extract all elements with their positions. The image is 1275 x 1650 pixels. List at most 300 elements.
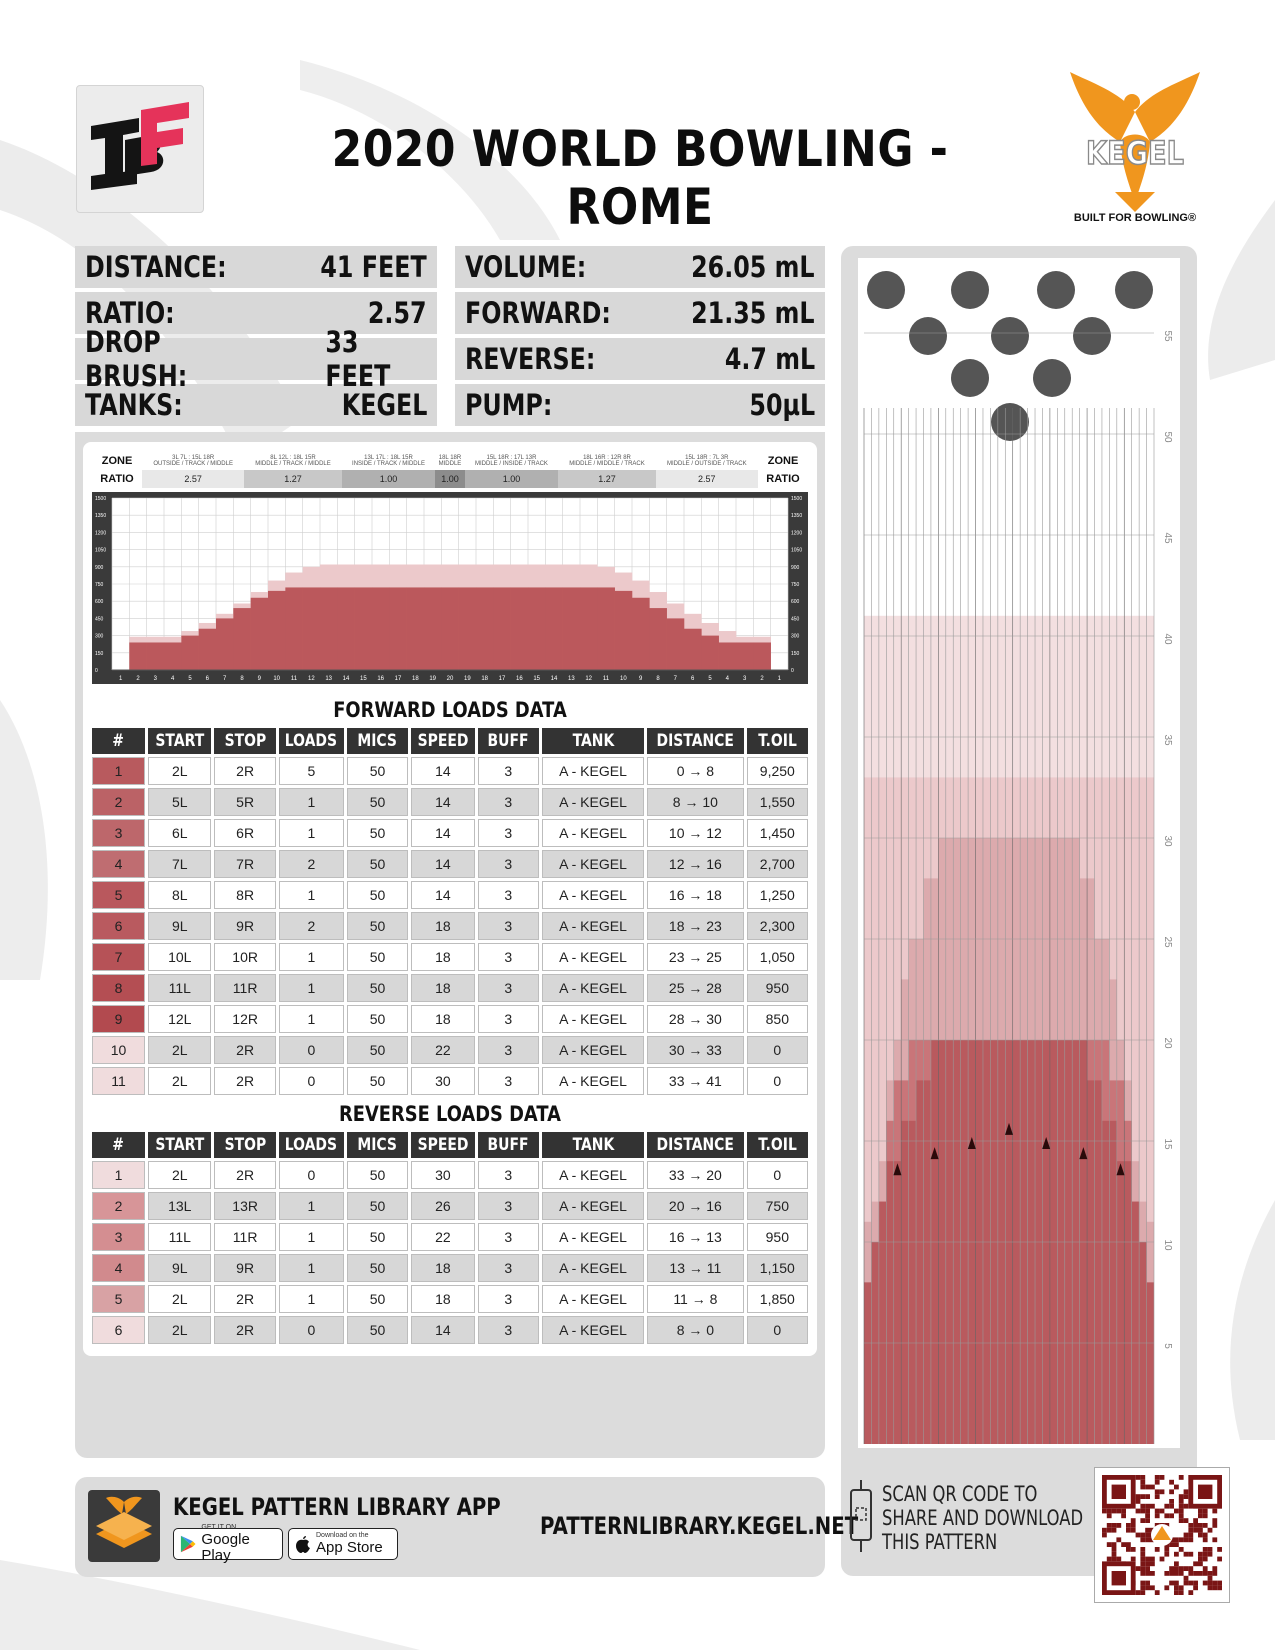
table-cell: 2,700: [747, 850, 808, 878]
qr-module: [1140, 1566, 1145, 1571]
table-cell: 16 → 13: [647, 1223, 744, 1251]
column-header: DISTANCE: [647, 1132, 744, 1158]
y-tick-label-right: 600: [791, 599, 800, 606]
table-cell: 50: [347, 819, 408, 847]
table-cell: A - KEGEL: [542, 943, 644, 971]
table-cell: 2R: [214, 757, 275, 785]
table-cell: 50: [347, 1161, 408, 1189]
qr-module: [1174, 1537, 1179, 1542]
qr-module: [1145, 1513, 1150, 1518]
oil-bar: [615, 591, 633, 670]
foot-label: 55: [1162, 330, 1173, 342]
qr-module: [1136, 1566, 1141, 1571]
qr-module: [1193, 1585, 1198, 1590]
column-header: MICS: [347, 728, 408, 754]
qr-module: [1164, 1571, 1169, 1576]
zone-ratio: 1.27: [558, 470, 655, 488]
table-row: [92, 819, 808, 847]
qr-code[interactable]: [1094, 1467, 1230, 1603]
qr-module: [1188, 1523, 1193, 1528]
qr-module: [1155, 1480, 1160, 1485]
qr-module: [1212, 1571, 1217, 1576]
table-cell: 50: [347, 912, 408, 940]
qr-module: [1174, 1566, 1179, 1571]
qr-module: [1155, 1494, 1160, 1499]
qr-module: [1203, 1571, 1208, 1576]
app-store-button[interactable]: [288, 1528, 398, 1560]
row-number: 1: [92, 757, 145, 785]
qr-module: [1140, 1475, 1145, 1480]
qr-module: [1174, 1581, 1179, 1586]
qr-module: [1145, 1561, 1150, 1566]
table-cell: 1: [279, 974, 344, 1002]
table-cell: 11R: [214, 974, 275, 1002]
table-cell: A - KEGEL: [542, 1254, 644, 1282]
qr-module: [1112, 1509, 1117, 1514]
table-cell: 9R: [214, 1254, 275, 1282]
table-row: [92, 1192, 808, 1220]
x-tick-label: 11: [290, 676, 298, 682]
qr-module: [1121, 1542, 1126, 1547]
oil-bar: [528, 587, 546, 670]
qr-module: [1203, 1523, 1208, 1528]
table-cell: 14: [411, 819, 474, 847]
table-row: [92, 788, 808, 816]
qr-module: [1184, 1518, 1189, 1523]
oil-bar: [355, 587, 373, 670]
table-row: [92, 1036, 808, 1064]
spec-ratio: RATIO: 2.57: [75, 292, 437, 334]
qr-module: [1208, 1581, 1213, 1586]
oil-bar: [268, 591, 286, 670]
table-cell: 1: [279, 1254, 344, 1282]
table-cell: 18: [411, 1254, 474, 1282]
pin-icon: [1115, 271, 1153, 309]
qr-module: [1188, 1533, 1193, 1538]
column-header: STOP: [214, 728, 275, 754]
x-tick-label: 2: [760, 676, 764, 682]
qr-module: [1140, 1504, 1145, 1509]
table-cell: A - KEGEL: [542, 788, 644, 816]
qr-module: [1145, 1518, 1150, 1523]
oil-bar: [632, 598, 650, 670]
y-tick-label-left: 450: [95, 616, 104, 623]
qr-module: [1150, 1504, 1155, 1509]
qr-module: [1136, 1509, 1141, 1514]
qr-module: [1136, 1475, 1141, 1480]
y-tick-label-left: 900: [95, 564, 104, 571]
qr-module: [1126, 1542, 1131, 1547]
table-cell: 6L: [148, 819, 211, 847]
table-row: [92, 757, 808, 785]
qr-module: [1140, 1509, 1145, 1514]
qr-module: [1179, 1537, 1184, 1542]
row-number: 8: [92, 974, 145, 1002]
x-tick-label: 7: [673, 676, 678, 682]
qr-module: [1112, 1552, 1117, 1557]
qr-module: [1112, 1528, 1117, 1533]
column-header: BUFF: [478, 1132, 539, 1158]
table-cell: 0: [747, 1067, 808, 1095]
qr-module: [1155, 1590, 1160, 1595]
qr-module: [1116, 1523, 1121, 1528]
pin-icon: [1073, 317, 1111, 355]
table-row: [92, 912, 808, 940]
qr-module: [1179, 1566, 1184, 1571]
qr-module: [1150, 1557, 1155, 1562]
y-tick-label-left: 750: [95, 582, 104, 588]
qr-module: [1164, 1552, 1169, 1557]
qr-module: [1145, 1485, 1150, 1490]
table-cell: 7R: [214, 850, 275, 878]
oil-bar: [199, 629, 217, 670]
x-tick-label: 3: [742, 676, 747, 682]
table-cell: 11L: [148, 1223, 211, 1251]
qr-module: [1198, 1533, 1203, 1538]
qr-module: [1212, 1523, 1217, 1528]
row-number: 2: [92, 788, 145, 816]
table-cell: 18: [411, 974, 474, 1002]
specs-left: [75, 246, 437, 426]
kegel-tagline: BUILT FOR BOWLING®: [1073, 212, 1197, 224]
oil-bar: [736, 642, 754, 670]
table-cell: 2: [279, 850, 344, 878]
oil-bar: [129, 642, 147, 670]
table-cell: A - KEGEL: [542, 1036, 644, 1064]
y-tick-label-right: 150: [791, 650, 800, 657]
zone-ratio: 2.57: [656, 470, 758, 488]
column-header: DISTANCE: [647, 728, 744, 754]
qr-module: [1107, 1528, 1112, 1533]
spec-tanks: TANKS: KEGEL: [75, 384, 437, 426]
forward-loads-table: [89, 725, 811, 1098]
qr-module: [1203, 1509, 1208, 1514]
qr-module: [1208, 1585, 1213, 1590]
x-tick-label: 16: [377, 676, 385, 682]
qr-module: [1188, 1566, 1193, 1571]
zone-ratio: 1.00: [465, 470, 559, 488]
qr-module: [1145, 1585, 1150, 1590]
pin-icon: [1033, 359, 1071, 397]
row-number: 6: [92, 912, 145, 940]
qr-module: [1174, 1509, 1179, 1514]
qr-module: [1198, 1513, 1203, 1518]
qr-module: [1150, 1561, 1155, 1566]
table-cell: 14: [411, 788, 474, 816]
x-tick-label: 6: [205, 676, 210, 682]
qr-module: [1169, 1504, 1174, 1509]
row-number: 6: [92, 1316, 145, 1344]
qr-module: [1174, 1561, 1179, 1566]
qr-module: [1184, 1576, 1189, 1581]
table-row: [92, 1254, 808, 1282]
qr-module: [1140, 1571, 1145, 1576]
qr-module: [1174, 1585, 1179, 1590]
qr-module: [1179, 1590, 1184, 1595]
table-cell: 950: [747, 974, 808, 1002]
table-cell: 1,050: [747, 943, 808, 971]
table-cell: 2R: [214, 1316, 275, 1344]
x-tick-label: 10: [619, 676, 627, 682]
qr-module: [1184, 1494, 1189, 1499]
table-cell: 18: [411, 1005, 474, 1033]
foot-label: 5: [1162, 1343, 1173, 1349]
table-cell: 30: [411, 1161, 474, 1189]
oil-bar: [441, 587, 459, 670]
table-cell: 3: [478, 881, 539, 909]
oil-bar: [649, 608, 667, 670]
y-tick-label-right: 0: [791, 668, 794, 674]
table-cell: 50: [347, 943, 408, 971]
x-tick-label: 8: [240, 676, 244, 682]
qr-module: [1107, 1509, 1112, 1514]
qr-module: [1102, 1533, 1107, 1538]
table-row: [92, 1285, 808, 1313]
ratio-label-left: RATIO: [100, 473, 134, 485]
qr-module: [1179, 1475, 1184, 1480]
foot-label: 40: [1162, 633, 1173, 645]
qr-module: [1203, 1533, 1208, 1538]
table-cell: 2,300: [747, 912, 808, 940]
table-cell: 0: [279, 1036, 344, 1064]
qr-module: [1179, 1547, 1184, 1552]
oil-bar: [667, 618, 685, 670]
table-cell: 18: [411, 912, 474, 940]
zone-range: 8L 12L : 18L 15R MIDDLE / TRACK / MIDDLE: [255, 455, 331, 467]
qr-module: [1193, 1561, 1198, 1566]
table-cell: 1: [279, 1285, 344, 1313]
qr-module: [1164, 1504, 1169, 1509]
table-cell: 2R: [214, 1285, 275, 1313]
qr-module: [1174, 1552, 1179, 1557]
qr-module: [1193, 1518, 1198, 1523]
column-header: TANK: [542, 1132, 644, 1158]
ibf-logo: [76, 85, 204, 213]
table-cell: 30 → 33: [647, 1036, 744, 1064]
x-tick-label: 18: [411, 676, 419, 682]
oil-bar: [493, 587, 511, 670]
qr-module: [1131, 1547, 1136, 1552]
qr-module: [1208, 1552, 1213, 1557]
qr-module: [1112, 1542, 1117, 1547]
table-cell: A - KEGEL: [542, 974, 644, 1002]
table-cell: 1,250: [747, 881, 808, 909]
x-tick-label: 13: [567, 676, 575, 682]
table-row: [92, 881, 808, 909]
qr-module: [1184, 1552, 1189, 1557]
app-store-label: App Store: [316, 1539, 383, 1556]
table-cell: 2: [279, 912, 344, 940]
qr-module: [1179, 1509, 1184, 1514]
table-cell: 30: [411, 1067, 474, 1095]
table-cell: 750: [747, 1192, 808, 1220]
y-tick-label-right: 1500: [791, 496, 803, 502]
column-header: #: [92, 1132, 145, 1158]
table-cell: 850: [747, 1005, 808, 1033]
qr-module: [1169, 1489, 1174, 1494]
table-cell: 12R: [214, 1005, 275, 1033]
qr-module: [1164, 1547, 1169, 1552]
google-play-label: Google Play: [201, 1531, 250, 1564]
column-header: #: [92, 728, 145, 754]
x-tick-label: 14: [550, 676, 558, 682]
y-tick-label-right: 750: [791, 582, 800, 588]
table-cell: A - KEGEL: [542, 912, 644, 940]
table-cell: 11L: [148, 974, 211, 1002]
app-icon[interactable]: [88, 1490, 160, 1562]
table-cell: 50: [347, 757, 408, 785]
pin-icon: [991, 317, 1029, 355]
qr-module: [1198, 1528, 1203, 1533]
x-tick-label: 7: [222, 676, 227, 682]
table-cell: 2L: [148, 1036, 211, 1064]
qr-module: [1107, 1557, 1112, 1562]
table-cell: 50: [347, 881, 408, 909]
qr-module: [1145, 1509, 1150, 1514]
row-number: 9: [92, 1005, 145, 1033]
table-cell: 10R: [214, 943, 275, 971]
table-cell: 50: [347, 1285, 408, 1313]
app-title: KEGEL PATTERN LIBRARY APP: [173, 1493, 501, 1521]
table-cell: 10L: [148, 943, 211, 971]
table-cell: 3: [478, 1067, 539, 1095]
table-cell: 5R: [214, 788, 275, 816]
table-cell: 2L: [148, 1285, 211, 1313]
x-tick-label: 14: [342, 676, 350, 682]
apple-icon: [295, 1534, 311, 1554]
foot-label: 35: [1162, 734, 1173, 746]
column-header: STOP: [214, 1132, 275, 1158]
qr-module: [1121, 1513, 1126, 1518]
qr-module: [1169, 1571, 1174, 1576]
table-cell: 3: [478, 1036, 539, 1064]
table-cell: 3: [478, 1005, 539, 1033]
x-tick-label: 1: [118, 676, 123, 682]
table-cell: 14: [411, 1316, 474, 1344]
qr-module: [1217, 1547, 1222, 1552]
table-cell: 12 → 16: [647, 850, 744, 878]
pin-icon: [1037, 271, 1075, 309]
foot-label: 30: [1162, 835, 1173, 847]
oil-bar: [424, 587, 442, 670]
qr-module: [1140, 1581, 1145, 1586]
table-cell: A - KEGEL: [542, 1223, 644, 1251]
spec-distance: DISTANCE: 41 FEET: [75, 246, 437, 288]
qr-module: [1155, 1475, 1160, 1480]
table-cell: A - KEGEL: [542, 1285, 644, 1313]
qr-module: [1169, 1499, 1174, 1504]
zone-range: 3L 7L : 15L 18R OUTSIDE / TRACK / MIDDLE: [153, 455, 233, 467]
qr-module: [1136, 1499, 1141, 1504]
table-cell: 14: [411, 850, 474, 878]
column-header: START: [148, 728, 211, 754]
row-number: 4: [92, 1254, 145, 1282]
table-row: [92, 1316, 808, 1344]
foot-label: 25: [1162, 936, 1173, 948]
qr-module: [1188, 1581, 1193, 1586]
qr-module: [1145, 1557, 1150, 1562]
page-title: 2020 WORLD BOWLING - ROME: [331, 120, 949, 236]
qr-module: [1126, 1523, 1131, 1528]
foot-label: 15: [1162, 1138, 1173, 1150]
table-cell: 9L: [148, 912, 211, 940]
table-cell: 50: [347, 1316, 408, 1344]
qr-module: [1169, 1581, 1174, 1586]
table-cell: 6R: [214, 819, 275, 847]
y-tick-label-left: 1350: [95, 513, 107, 520]
x-tick-label: 8: [656, 676, 660, 682]
table-cell: 28 → 30: [647, 1005, 744, 1033]
table-cell: 20 → 16: [647, 1192, 744, 1220]
qr-module: [1150, 1485, 1155, 1490]
table-cell: 3: [478, 912, 539, 940]
scan-phone-icon: [848, 1480, 874, 1552]
zone-ratio: 1.27: [244, 470, 341, 488]
x-tick-label: 6: [690, 676, 695, 682]
oil-bar: [580, 587, 598, 670]
y-tick-label-right: 300: [791, 633, 800, 640]
qr-module: [1193, 1523, 1198, 1528]
oil-bar: [320, 587, 338, 670]
table-cell: 25 → 28: [647, 974, 744, 1002]
qr-module: [1179, 1504, 1184, 1509]
zone-ratio: 1.00: [435, 470, 464, 488]
foot-label: 45: [1162, 532, 1173, 544]
table-cell: 1,550: [747, 788, 808, 816]
pattern-library-url[interactable]: PATTERNLIBRARY.KEGEL.NET: [540, 1512, 859, 1540]
column-header: MICS: [347, 1132, 408, 1158]
qr-module: [1212, 1566, 1217, 1571]
qr-module: [1184, 1504, 1189, 1509]
qr-module: [1131, 1518, 1136, 1523]
qr-module: [1208, 1571, 1213, 1576]
qr-module: [1145, 1504, 1150, 1509]
qr-module: [1140, 1537, 1145, 1542]
table-row: [92, 850, 808, 878]
table-cell: 0: [279, 1161, 344, 1189]
qr-module: [1112, 1523, 1117, 1528]
spec-reverse: REVERSE: 4.7 mL: [455, 338, 825, 380]
qr-module: [1179, 1571, 1184, 1576]
x-tick-label: 9: [638, 676, 643, 682]
qr-module: [1174, 1590, 1179, 1595]
qr-code-image: [1095, 1468, 1229, 1602]
column-header: BUFF: [478, 728, 539, 754]
specs-right: [455, 246, 825, 426]
pin-icon: [951, 271, 989, 309]
qr-module: [1107, 1513, 1112, 1518]
qr-module: [1126, 1547, 1131, 1552]
table-row: [92, 1223, 808, 1251]
qr-module: [1150, 1571, 1155, 1576]
table-cell: 10 → 12: [647, 819, 744, 847]
table-cell: 2L: [148, 1161, 211, 1189]
table-cell: 50: [347, 1192, 408, 1220]
spec-forward: FORWARD: 21.35 mL: [455, 292, 825, 334]
google-play-button[interactable]: [173, 1524, 283, 1564]
table-cell: 3: [478, 1316, 539, 1344]
table-cell: 50: [347, 974, 408, 1002]
y-tick-label-left: 600: [95, 599, 104, 606]
oil-bar: [511, 587, 529, 670]
zone-range: 18L 18R MIDDLE: [438, 455, 462, 467]
qr-module: [1140, 1590, 1145, 1595]
qr-module: [1212, 1537, 1217, 1542]
qr-module: [1140, 1552, 1145, 1557]
y-tick-label-left: 1500: [95, 496, 107, 502]
x-tick-label: 17: [498, 676, 506, 682]
x-tick-label: 1: [777, 676, 782, 682]
